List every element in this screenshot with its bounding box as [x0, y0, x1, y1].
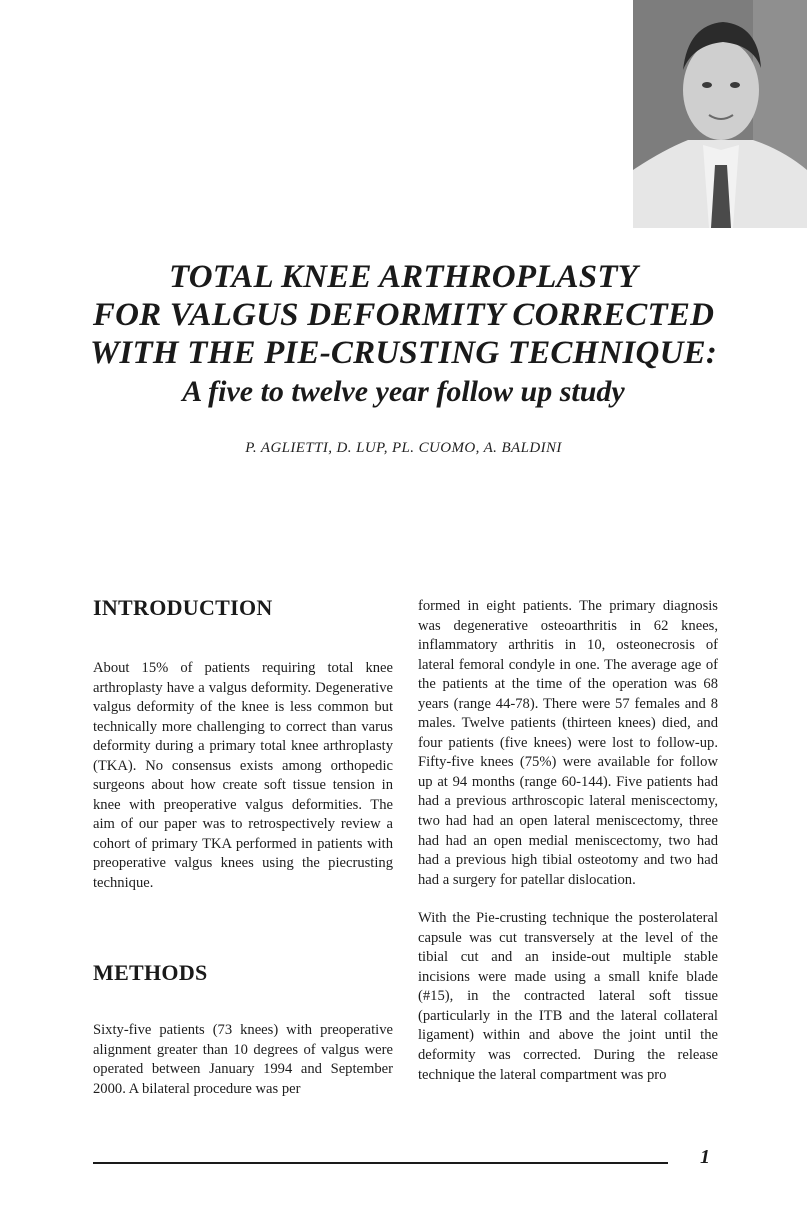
title-line-2: FOR VALGUS DEFORMITY CORRECTED	[92, 297, 715, 333]
methods-heading: METHODS	[93, 960, 208, 985]
footer-rule	[93, 1162, 668, 1164]
title-line-1: TOTAL KNEE ARTHROPLASTY	[168, 259, 639, 295]
introduction-body	[93, 659, 393, 894]
page-number: 1	[700, 1146, 710, 1168]
author-photo	[633, 0, 807, 228]
introduction-heading: INTRODUCTION	[93, 595, 273, 620]
title-line-3: WITH THE PIE-CRUSTING TECHNIQUE:	[89, 335, 718, 371]
article-title-block	[0, 258, 807, 412]
article-subtitle: A five to twelve year follow up study	[182, 375, 625, 408]
author-list: P. AGLIETTI, D. LUP, PL. CUOMO, A. BALDINI	[245, 440, 562, 456]
author-portrait-image	[633, 0, 807, 228]
methods-body	[93, 1021, 393, 1099]
technique-paragraph: With the Pie-crusting technique the posterolateral capsule was cut transversely at the level of the tibial cut and an inside-out multiple stable incisions were made using a small knife blade (#15), in the contracted lateral soft tissue (particularly in the ITB and the lateral collateral ligament) within and above the joint until the deformity was corrected. During the release technique the lateral compartment was pro	[418, 910, 718, 1083]
right-column-body	[418, 597, 718, 1085]
methods-paragraph: Sixty-five patients (73 knees) with preoperative alignment greater than 10 degrees of valgus were operated between January 1994 and September 2000. A bilateral procedure was per	[93, 1022, 393, 1097]
methods-continuation-paragraph: formed in eight patients. The primary diagnosis was degenerative osteoarthritis in 62 knees, inflammatory arthritis in 10, osteonecrosis of lateral femoral condyle in one. The average age of the patients at the time of the operation was 68 years (range 44-78). There were 57 females and 8 males. Twelve patients (thirteen knees) died, and four patients (five knees) were lost to follow-up. Fifty-five knees (75%) were available for follow up at 94 months (range 60-144). Five patients had had a previous arthroscopic lateral meniscectomy, two had had an open lateral meniscectomy, three had had an open medial meniscectomy, two had had a previous high tibial osteotomy and two had had a surgery for patellar dislocation.	[418, 598, 718, 888]
introduction-paragraph: About 15% of patients requiring total knee arthroplasty have a valgus deformity. Degenerative valgus deformity of the knee is less common but technically more challenging to correct than varus deformity during a primary total knee arthroplasty (TKA). No consensus exists among orthopedic surgeons about how create soft tissue tension in knee with preoperative valgus deformities. The aim of our paper was to retrospectively review a cohort of primary TKA performed in patients with preoperative valgus knees using the piecrusting technique.	[93, 660, 393, 892]
